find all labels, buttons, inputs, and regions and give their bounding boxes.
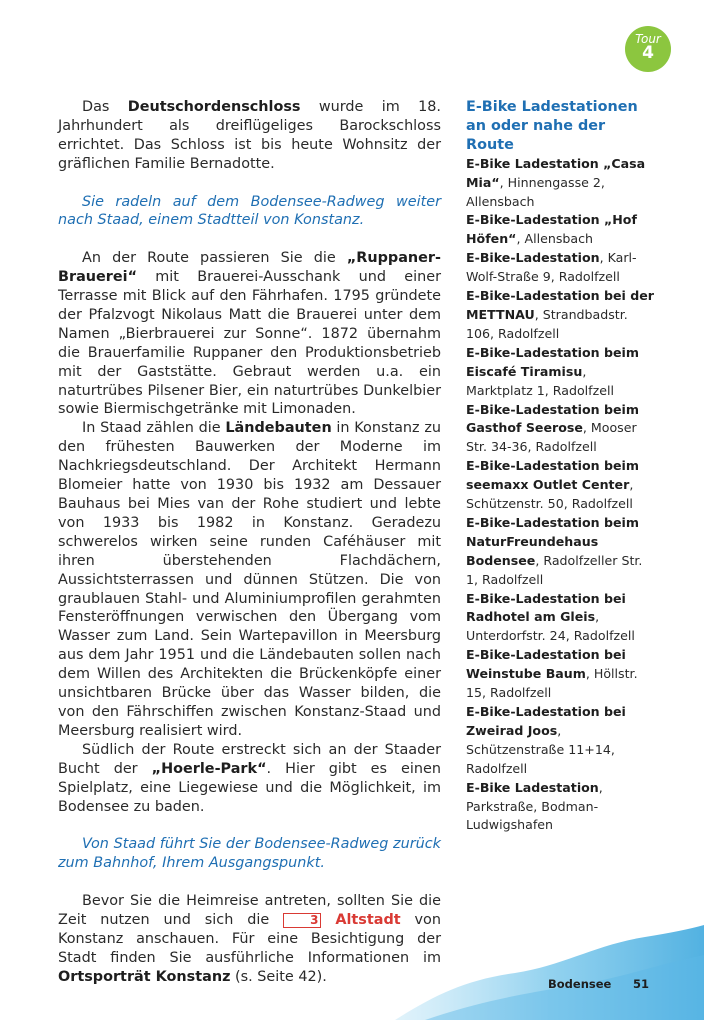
charging-station-entry: [466, 249, 656, 287]
charging-station-name: E-Bike-Ladestation beim Eiscafé Tiramisu: [466, 344, 639, 379]
charging-station-name: E-Bike-Ladestation „Hof Höfen“: [466, 212, 637, 247]
watercolor-wave-decoration: [395, 925, 704, 1020]
charging-stations-sidebar: [466, 98, 656, 835]
paragraph-brauerei: An der Route passieren Sie die „Ruppaner-Brauerei“ mit Brauerei-Ausschank und einer Terrasse mit Blick auf den Fährhafen. 1795 gründete der Pfalzvogt Nikolaus Matt die Brauerei unter dem Namen „Bierbrauerei zur Sonne“. 1872 übernahm die Brauerfamilie Ruppaner den Produktionsbetrieb mit der Gaststätte. Gebraut werden u.a. ein naturtrübes Pilsener Bier, ein naturtrübes Dunkelbier sowie Biermischgetränke mit Limonaden.: [58, 250, 441, 418]
charging-station-address: , Schützenstr. 50, Radolfzell: [466, 477, 634, 512]
charging-station-name: E-Bike-Ladestation beim Gasthof Seerose: [466, 401, 639, 436]
sidebar-heading: E-Bike Ladestationen an oder nahe der Route: [466, 99, 638, 153]
charging-station-name: E-Bike-Ladestation bei Weinstube Baum: [466, 647, 626, 682]
charging-station-entry: [466, 287, 656, 344]
altstadt-link: Altstadt: [335, 911, 401, 928]
charging-station-entry: [466, 514, 656, 590]
paragraph-laendebauten: In Staad zählen die Ländebauten in Konstanz zu den frühesten Bauwerken der Moderne im Nachkriegsdeutschland. Der Architekt Hermann Blomeier hatte von 1930 bis 1932 am Dessauer Bauhaus bei Mies van der Rohe studiert und lebte von 1933 bis 1982 in Konstanz. Geradezu schwerelos wirken seine runden Caféhäuser mit ihren überstehenden Flachdächern, Aussichtsterrassen und dünnen Stützen. Die von graublauen Stahl- und Aluminiumprofilen gerahmten Fensteröffnungen verwischen den Übergang vom Wasser zum Land. Sein Wartepavillon in Meersburg aus dem Jahr 1951 und die Ländebauten sollen nach dem Willen des Architekten die Brückenköpfe einer unsichtbaren Brücke über das Wasser bilden, die von den Fährschiffen zwischen Konstanz-Staad und Meersburg realisiert wird.: [58, 420, 441, 739]
paragraph-hoerle-park: Südlich der Route erstreckt sich an der Staader Bucht der „Hoerle-Park“. Hier gibt es einen Spielplatz, eine Liegewiese und die Möglichkeit, im Bodensee zu baden.: [58, 741, 441, 815]
charging-station-entry: [466, 646, 656, 703]
charging-station-entry: [466, 211, 656, 249]
charging-station-name: E-Bike Ladestation „Casa Mia“: [466, 155, 646, 190]
paragraph-altstadt: Bevor Sie die Heimreise antreten, sollten Sie die Zeit nutzen und sich die 3 Altstadt von Konstanz anschauen. Für eine Besichtigung der Stadt finden Sie ausführliche Informationen im Ortsporträt Konstanz (s. Seite 42).: [58, 893, 441, 985]
charging-station-entry: [466, 344, 656, 401]
charging-station-address: , Allensbach: [516, 231, 593, 247]
charging-station-address: , Radolfzeller Str. 1, Radolfzell: [466, 552, 643, 587]
route-note-staad: Sie radeln auf dem Bodensee-Radweg weiter nach Staad, einem Stadtteil von Konstanz.: [58, 193, 441, 229]
charging-station-entry: [466, 779, 656, 836]
charging-station-address: , Parkstraße, Bodman-Ludwigshafen: [466, 779, 603, 833]
main-text-column: [58, 98, 441, 987]
charging-station-name: E-Bike-Ladestation bei Radhotel am Gleis: [466, 590, 626, 625]
stop-number-badge: 3: [283, 913, 321, 928]
charging-station-entry: [466, 401, 656, 458]
charging-station-entry: [466, 155, 656, 212]
route-note-return: Von Staad führt Sie der Bodensee-Radweg zurück zum Bahnhof, Ihrem Ausgangspunkt.: [58, 836, 441, 872]
charging-station-name: E-Bike-Ladestation beim seemaxx Outlet Center: [466, 458, 639, 493]
charging-station-name: E-Bike-Ladestation bei Zweirad Joos: [466, 704, 626, 738]
charging-station-address: , Karl-Wolf-Straße 9, Radolfzell: [466, 250, 637, 285]
footer-region-label: Bodensee: [548, 977, 612, 991]
charging-station-name: E-Bike Ladestation: [466, 779, 599, 795]
charging-station-address: , Unterdorfstr. 24, Radolfzell: [466, 609, 635, 644]
charging-station-address: , Hinnengasse 2, Allensbach: [466, 174, 605, 209]
charging-station-address: , Strandbadstr. 106, Radolfzell: [466, 306, 628, 341]
charging-station-name: E-Bike-Ladestation bei der METTNAU: [466, 288, 655, 322]
charging-station-address: , Marktplatz 1, Radolfzell: [466, 363, 614, 398]
tour-badge-number: 4: [642, 43, 654, 63]
tour-badge: [625, 26, 671, 72]
page-number: 51: [633, 977, 650, 991]
paragraph-schloss: Das Deutschordenschloss wurde im 18. Jahrhundert als dreiflügeliges Barockschloss errichtet. Das Schloss ist bis heute Wohnsitz der gräflichen Familie Bernadotte.: [58, 99, 441, 172]
charging-station-address: , Mooser Str. 34-36, Radolfzell: [466, 420, 637, 455]
charging-station-entry: [466, 457, 656, 514]
charging-station-address: , Höllstr. 15, Radolfzell: [466, 666, 638, 701]
charging-station-name: E-Bike-Ladestation: [466, 250, 600, 266]
charging-station-name: E-Bike-Ladestation beim NaturFreundehaus Bodensee: [466, 514, 639, 568]
charging-station-address: , Schützenstraße 11+14, Radolfzell: [466, 722, 615, 776]
charging-station-entry: [466, 590, 656, 647]
charging-station-list: [466, 155, 656, 836]
charging-station-entry: [466, 703, 656, 779]
tour-badge-label: Tour: [635, 32, 661, 46]
